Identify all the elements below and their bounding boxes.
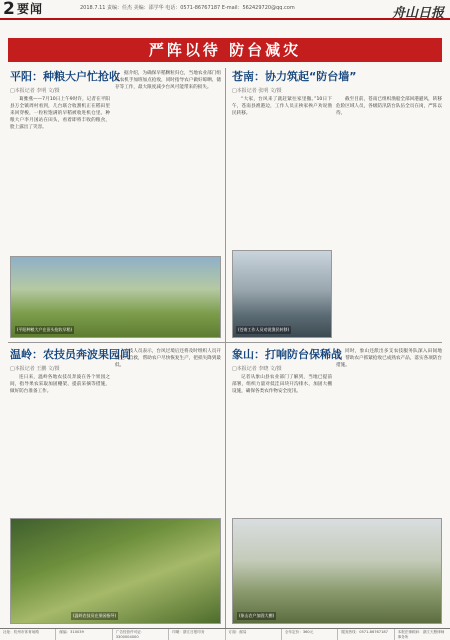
- article-title-wenling: 温岭：农技员奔波果园间: [10, 348, 131, 361]
- article-byline: □本报记者 王鹏 文/摄: [10, 366, 60, 372]
- column-divider: [225, 68, 226, 628]
- article-byline: □本报记者 李晓 文/摄: [232, 366, 282, 372]
- photo-caption: (象山农户加固大棚): [239, 613, 275, 618]
- newspaper-brand: 舟山日报: [391, 6, 444, 21]
- article-body: [10, 96, 110, 246]
- article-body: [232, 96, 332, 246]
- photo-evacuation: [232, 250, 332, 338]
- section-name: 要闻: [17, 2, 44, 16]
- article-body: [10, 374, 110, 514]
- article-body: [232, 374, 332, 514]
- article-title-xiangshan: 象山：打响防台保稀战: [232, 348, 342, 361]
- article-title-cangnan: 苍南：协力筑起“防台墙”: [232, 70, 357, 83]
- main-banner: 严阵以待 防台减灾: [8, 38, 442, 62]
- photo-greenhouse: [232, 518, 442, 624]
- article-paragraph: 连日来，温岭各地农技员奔波在各个果园之间，指导果农采取加固棚架、提前采摘等措施，做好防台准备工作。: [10, 375, 110, 395]
- article-paragraph: 农技人员表示，台风过境后还将及时组织人员开展生产自救，帮助农户尽快恢复生产，把损失降到最低。: [115, 349, 221, 369]
- article-body: [115, 70, 221, 250]
- photo-caption: (温岭农技员在果园指导): [73, 613, 117, 618]
- page-footer: [0, 628, 450, 640]
- photo-orchard: [10, 518, 221, 624]
- article-body: [336, 96, 442, 336]
- page-header: [0, 0, 450, 20]
- photo-caption: (平阳种粮大户在田头抢收早稻): [17, 327, 73, 332]
- footer-item: 邮编：310039: [56, 629, 112, 640]
- article-paragraph: 记者从象山县农业部门了解到，当地已提前部署，组织力量对低洼田块开沟排水，加固大棚设施，确保各类农作物安全度汛。: [232, 375, 332, 395]
- row-divider: [8, 342, 442, 343]
- footer-item: 广告经营许可证：3300004000: [113, 629, 169, 640]
- photo-harvest: [10, 256, 221, 338]
- article-paragraph: “大家，台风来了就赶紧往家里撤。”10日下午，苍南县渔港边，工作人员正挨家挨户劝说渔民转移。: [232, 97, 332, 117]
- footer-item: 印刷：浙江日报印务: [169, 629, 225, 640]
- article-byline: □本报记者 张明 文/摄: [232, 88, 282, 94]
- page-meta: 2018.7.11 责编：任杰 美编：邵学华 电话：0571-86767187 E-mail：562429720@qq.com: [80, 5, 295, 11]
- article-paragraph: 截至目前，苍南已组织渔船全部回港避风，转移危险区域人员，各级防汛防台队伍全员在岗，严阵以待。: [336, 97, 442, 117]
- article-paragraph: 同时，象山还派出多支农技服务队深入田间地头，帮助农户抓紧抢收已成熟农产品，落实各项防台措施。: [336, 349, 442, 369]
- footer-item: 服务热线：0571-86767187: [338, 629, 394, 640]
- article-paragraph: 据介绍，为确保早稻颗粒归仓，当地农业部门组织农机手加班加点抢收，同时指导农户做好晾晒、储存等工作，最大限度减少台风可能带来的损失。: [115, 71, 221, 91]
- footer-item: 全年定价：360元: [282, 629, 338, 640]
- footer-item: 本报法律顾问：浙江天册律师事务所: [397, 630, 445, 639]
- article-byline: □本报记者 李明 文/摄: [10, 88, 60, 94]
- article-body: [336, 348, 442, 514]
- article-body: [115, 348, 221, 514]
- footer-item: 社址：杭州市体育场路: [0, 629, 56, 640]
- photo-caption: (苍南工作人员劝说渔民转移): [238, 327, 290, 332]
- article-paragraph: 葛雅燕——7月10日上午9时许，记者在平阳县万全镇周村看到，几台联合收割机正在稻田里来回穿梭，一粒粒饱满的早稻被收进机仓里。种粮大户李月国站在田头，看着即将丰收的粮食，脸上露出了笑容。: [10, 97, 110, 131]
- article-title-pingyang: 平阳：种粮大户忙抢收: [10, 70, 120, 83]
- footer-item: 订阅：邮局: [226, 629, 282, 640]
- page-number: 2: [3, 0, 15, 19]
